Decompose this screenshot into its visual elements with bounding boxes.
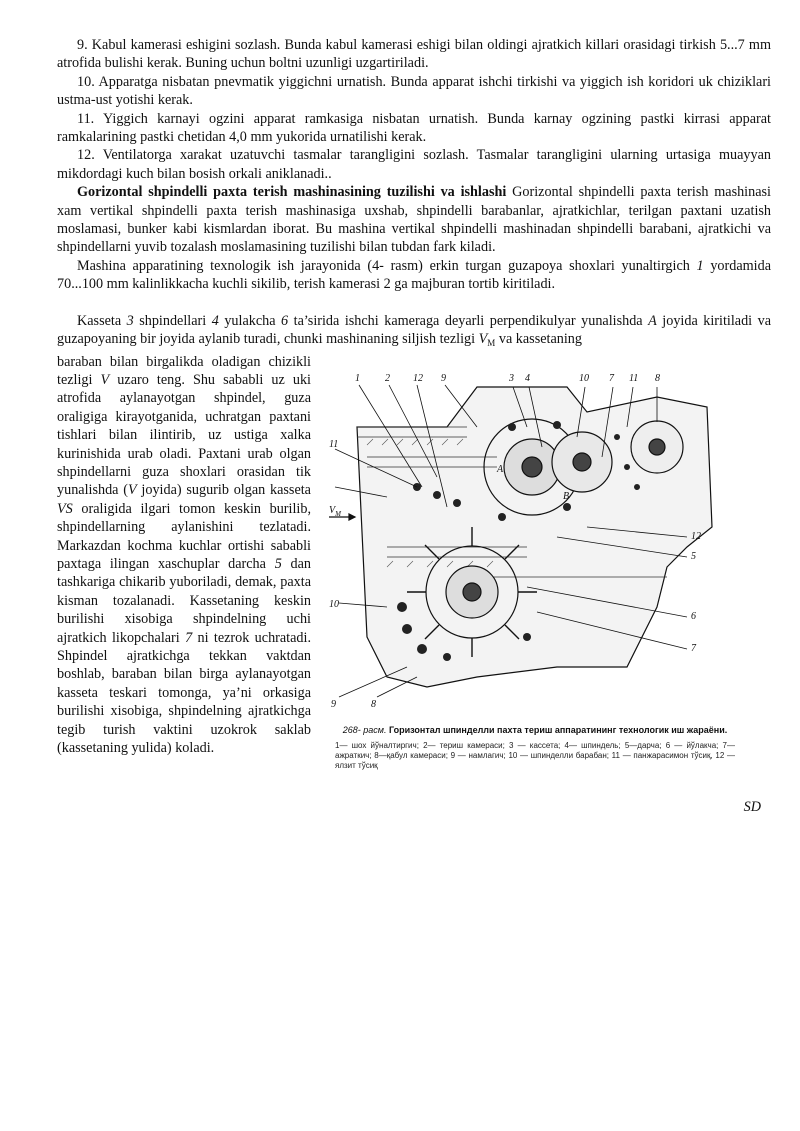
- paragraph-kasseta: Kasseta 3 shpindellari 4 yulakcha 6 ta’sirida ishchi kameraga deyarli perpendikulyar yunalishda A joyida kiritiladi va guzapoyaning bir joyida aylanib turadi, chunki mashinaning siljish tezligi $V_M$ va kassetaning: [57, 312, 771, 349]
- section-heading: Gorizontal shpindelli paxta terish mashinasining tuzilishi va ishlashi: [77, 184, 507, 201]
- label-b: B: [563, 490, 570, 502]
- label-8-bottom: 8: [371, 698, 376, 710]
- label-10-left: 10: [329, 598, 339, 610]
- label-a: A: [497, 463, 504, 475]
- label-12-right: 12: [691, 530, 701, 542]
- figure-section: [57, 353, 771, 815]
- paragraph-12: 12. Ventilatorga xarakat uzatuvchi tasmalar tarangligini sozlash. Tasmalar tarangligini ularning urtasiga muayyan mikdordagi kuch bilan bosish orkali aniklanadi..: [57, 147, 771, 182]
- paragraph-9: 9. Kabul kamerasi eshigini sozlash. Bunda kabul kamerasi eshigi bilan oldingi ajratkich killari orasidagi tirkish 5...7 mm atrofida bulishi kerak. Buning uchun boltni uzunligi uzgartiriladi.: [57, 37, 771, 72]
- label-10: 10: [579, 372, 589, 384]
- label-1: 1: [355, 372, 360, 384]
- label-2: 2: [385, 372, 390, 384]
- label-8: 8: [655, 372, 660, 384]
- section-paragraph: [57, 183, 771, 257]
- document-page: [57, 36, 771, 815]
- label-11: 11: [629, 372, 639, 384]
- paragraph-kasseta-continued: baraban bilan birgalikda oladigan chizikli tezligi V uzaro teng. Shu sababli uz uki atrofida aylanayotgan shpindel, guza oraligiga kirayotganida, uchratgan paxtani tishlari bilan ilintirib, uz ustiga xalka kurinishida urab oladi. Paxtani urab olgan shpindellarni guza shoxlari orasidan tik yunalishda (V joyida) sugurib olgan kasseta VS oraligida ilgari tomon keskin burilib, shpindellarning aylanishini tezlatadi. Markazdan kochma kuchlar ortishi sababli paxtaga ilingan xaschuplar darcha 5 dan tashkariga chikarib yuboriladi, demak, paxta kisman tozalanadi. Kassetaning keskin burilishi xisobiga shpindelning uchi ajratkich likopchalari 7 ni tezrok uchratadi. Shpindel ajratkichga tekkan vaktdan boshlab, baraban bilan birga aylanayotgan kasseta teskari tomonga, ya’ni orkasiga burilishi xisobiga, shpindelning ajratkichga tegib turish vaktini uzokrok saklab (kassetaning yulida) koladi.: [57, 353, 312, 757]
- label-3: 3: [509, 372, 514, 384]
- caption-legend: 1— шох йўналтиргич; 2— териш камераси; 3 — кассета; 4— шпиндель; 5—дарча; 6 — йўлакча; 7— ажраткич; 8—қабул камераси; 9 — намлагич; 10 — шпинделли барабан; 11 — панжарасимон тўсиқ, 12 — ялзит тўсиқ: [335, 740, 735, 770]
- label-vm: $V_M$: [329, 504, 341, 518]
- figure-caption: [335, 725, 735, 771]
- label-9: 9: [441, 372, 446, 384]
- label-5: 5: [691, 550, 696, 562]
- label-7-right: 7: [691, 642, 696, 654]
- paragraph-mashina: Mashina apparatining texnologik ish jarayonida (4- rasm) erkin turgan guzapoya shoxlari yunaltirgich 1 yordamida 70...100 mm kalinlikkacha kuchli sikilib, terish kamerasi 2 ga majburan tortib kiritiladi.: [57, 257, 771, 293]
- section-intro-text: Gorizontal shpindelli paxta terish mashinasi xam vertikal shpindelli paxta terish mashinasiga uxshab, shpindelli barabanlar, ajratkichlar, terilgan paxtani uzatish moslamasi, bunker kabi kismlardan iborat. Bu mashina vertikal shpindelli mashinadan shpindelli barabani, ajratkichi va shpindellarni yuvib tozalash moslamasining tuzilishi bilan tubdan fark kiladi.: [57, 184, 771, 256]
- paragraph-11: 11. Yiggich karnayi ogzini apparat ramkasiga nisbatan urnatish. Bunda karnay ogzining pastki kirrasi apparat ramkalarining pastki chetidan 4,0 mm yukorida urnatilishi kerak.: [57, 110, 771, 146]
- label-7: 7: [609, 372, 614, 384]
- paragraph-10: 10. Apparatga nisbatan pnevmatik yiggichni urnatish. Bunda apparat ishchi tirkishi va yiggich ish koridori uk chiziklari ustma-ust yotishi kerak.: [57, 73, 771, 109]
- caption-title: 268- расм. Горизонтал шпинделли пахта териш аппаратининг технологик иш жараёни.: [342, 724, 728, 735]
- machine-figure: [327, 367, 769, 815]
- label-9-bottom: 9: [331, 698, 336, 710]
- label-6: 6: [691, 610, 696, 622]
- label-11-side: 11: [329, 438, 339, 450]
- footer-mark: SD: [743, 798, 761, 815]
- label-4: 4: [525, 372, 530, 384]
- machine-diagram: [327, 367, 757, 717]
- label-12: 12: [413, 372, 423, 384]
